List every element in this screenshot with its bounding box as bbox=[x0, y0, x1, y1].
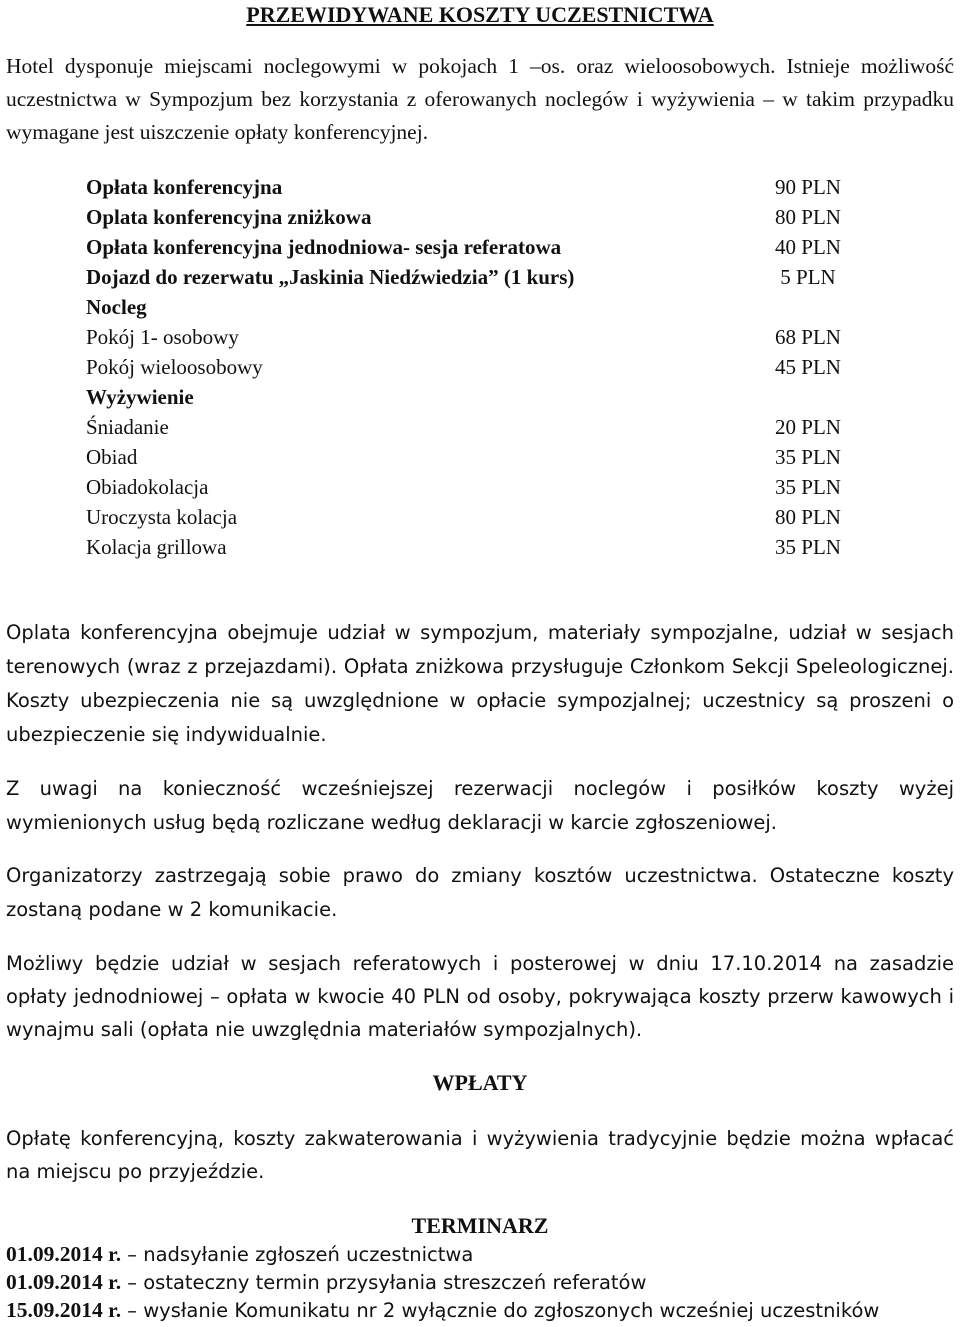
schedule-date: 01.09.2014 r. bbox=[6, 1270, 122, 1294]
schedule-text: – nadsyłanie zgłoszeń uczestnictwa bbox=[121, 1243, 474, 1266]
price-amount: 45 PLN bbox=[775, 355, 841, 379]
price-label: Pokój wieloosobowy bbox=[86, 355, 263, 379]
fee-includes-text: Oplata konferencyjna obejmuje udział w sympozjum, materiały sympozjalne, udział w sesjach terenowych (wraz z przejazdami). Opłata zniżkowa przysługuje Członkom Sekcji Speleologicznej. bbox=[6, 621, 954, 678]
price-amount: 68 PLN bbox=[775, 325, 841, 349]
price-label: Obiadokolacja bbox=[86, 475, 209, 499]
schedule-heading: TERMINARZ bbox=[411, 1213, 549, 1238]
price-amount: 5 PLN bbox=[780, 265, 836, 289]
price-row bbox=[86, 442, 886, 472]
schedule-text: – wysłanie Komunikatu nr 2 wyłącznie do zgłoszonych wcześniej uczestników bbox=[121, 1299, 880, 1322]
price-amount: 80 PLN bbox=[775, 205, 841, 229]
price-label: Obiad bbox=[86, 445, 138, 469]
price-amount: 35 PLN bbox=[775, 535, 841, 559]
price-amount: 40 PLN bbox=[775, 235, 841, 259]
price-row bbox=[86, 382, 886, 412]
price-row bbox=[86, 262, 886, 292]
price-label: Opłata konferencyjna jednodniowa- sesja referatowa bbox=[86, 235, 562, 259]
price-row bbox=[86, 502, 886, 532]
price-amount: 35 PLN bbox=[775, 445, 841, 469]
price-label: Opłata konferencyjna bbox=[86, 175, 283, 199]
schedule-item bbox=[6, 1268, 646, 1297]
page-title: PRZEWIDYWANE KOSZTY UCZESTNICTWA bbox=[246, 2, 714, 27]
price-label: Nocleg bbox=[86, 295, 147, 319]
schedule-date: 01.09.2014 r. bbox=[6, 1242, 122, 1266]
intro-paragraph: Hotel dysponuje miejscami noclegowymi w pokojach 1 –os. oraz wieloosobowych. Istnieje możliwość uczestnictwa w Sympozjum bez korzystania z oferowanych noclegów i wyżywienia – w takim przypadku wymagane jest uiszczenie opłaty konferencyjnej. bbox=[6, 54, 954, 144]
fee-description-paragraph bbox=[6, 616, 954, 752]
price-row bbox=[86, 232, 886, 262]
price-amount: 35 PLN bbox=[775, 475, 841, 499]
price-label: Kolacja grillowa bbox=[86, 535, 227, 559]
price-row bbox=[86, 412, 886, 442]
price-row bbox=[86, 292, 886, 322]
insurance-note-text: Koszty ubezpieczenia nie są uwzględnione w opłacie sympozjalnej; uczestnicy są proszeni o ubezpieczenie się indywidualnie. bbox=[6, 689, 954, 746]
price-label: Oplata konferencyjna zniżkowa bbox=[86, 205, 372, 229]
price-row bbox=[86, 322, 886, 352]
one-day-session-paragraph: Możliwy będzie udział w sesjach referatowych i posterowej w dniu 17.10.2014 na zasadzie opłaty jednodniowej – opłata w kwocie 40 PLN od osoby, pokrywająca koszty przerw kawowych i wynajmu sali (opłata nie uwzględnia materiałów sympozjalnych). bbox=[6, 952, 954, 1041]
price-row bbox=[86, 172, 886, 202]
schedule-item bbox=[6, 1240, 473, 1269]
reservation-paragraph: Z uwagi na konieczność wcześniejszej rezerwacji noclegów i posiłków koszty wyżej wymienionych usług będą rozliczane według deklaracji w karcie zgłoszeniowej. bbox=[6, 777, 954, 834]
schedule-text: – ostateczny termin przysyłania streszczeń referatów bbox=[121, 1271, 647, 1294]
schedule-item bbox=[6, 1296, 879, 1325]
price-label: Dojazd do rezerwatu „Jaskinia Niedźwiedzia” (1 kurs) bbox=[86, 265, 575, 289]
price-row bbox=[86, 532, 886, 562]
price-label: Pokój 1- osobowy bbox=[86, 325, 239, 349]
price-row bbox=[86, 202, 886, 232]
price-amount: 80 PLN bbox=[775, 505, 841, 529]
price-label: Śniadanie bbox=[86, 415, 169, 439]
payments-heading: WPŁATY bbox=[432, 1070, 528, 1095]
price-label: Uroczysta kolacja bbox=[86, 505, 238, 529]
organizers-note-paragraph: Organizatorzy zastrzegają sobie prawo do zmiany kosztów uczestnictwa. Ostateczne koszty zostaną podane w 2 komunikacie. bbox=[6, 864, 954, 921]
price-row bbox=[86, 352, 886, 382]
price-row bbox=[86, 472, 886, 502]
price-label: Wyżywienie bbox=[86, 385, 194, 409]
price-amount: 90 PLN bbox=[775, 175, 841, 199]
payments-paragraph: Opłatę konferencyjną, koszty zakwaterowania i wyżywienia tradycyjnie będzie można wpłacać na miejscu po przyjeździe. bbox=[6, 1127, 954, 1183]
price-amount: 20 PLN bbox=[775, 415, 841, 439]
schedule-date: 15.09.2014 r. bbox=[6, 1298, 122, 1322]
